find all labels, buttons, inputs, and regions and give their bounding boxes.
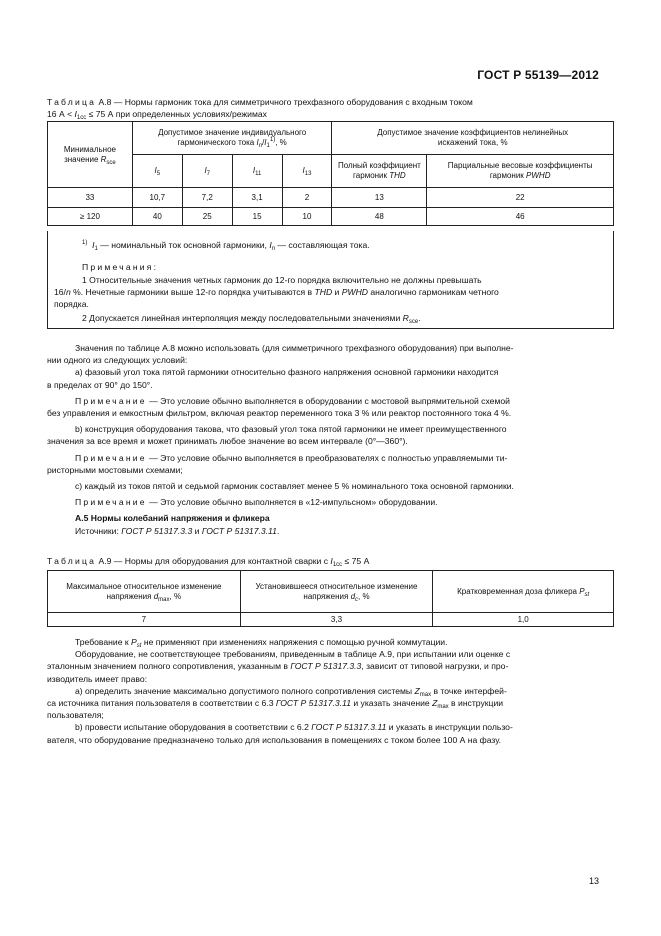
- table-a9-caption: Таблица А.9 — Нормы для оборудования для контактной сварки с $I_{1сс} \le 75$ А: [47, 556, 370, 568]
- after-text: Требование к $P_{st}$ не применяют при изменениях напряжения с помощью ручной коммутации. Оборудование, не соответствующее требованиям, приведенным в таблице А.9, при испытании или оценке с эталонным значением полного сопротивления, указанным в ГОСТ Р 51317.3.3, зависит от типовой нагрузки, и про- изводитель имеет право: а) определить значение максимально допустимого полного сопротивления системы $Z_{max}$ в точке интерфей- са источника питания пользователя в соответствии с 6.3 ГОСТ Р 51317.3.11 и указать значение $Z_{max}$ в инструкции пользователя; b) провести испытание оборудования в соответствии с 6.2 ГОСТ Р 51317.3.11 и указать в инструкции пользо- вателя, что оборудование предназначено только для использования в помещениях с током более 100 А на фазу.: [47, 637, 513, 745]
- header-i13: $I_{13}$: [282, 155, 332, 188]
- table-a8: [47, 121, 614, 226]
- header-dmax: Максимальное относительное изменение напряжения $d_{max}$, %: [48, 571, 241, 613]
- header-min-rsce: Минимальное значение $R_{sce}$: [48, 122, 133, 188]
- table-cell: 48: [332, 208, 427, 226]
- table-a8-caption: Таблица А.8 — Нормы гармоник тока для симметричного трехфазного оборудования с входным током 16 $А < I_{1сс} \le 75$ А при определенных условиях/режимах: [47, 97, 473, 122]
- note-1: 1 Относительные значения четных гармоник до 12-го порядка включительно не должны превышать 16/n %. Нечетные гармоники выше 12-го порядка учитываются в THD и PWHD аналогично гармоникам четного порядка.: [54, 275, 499, 310]
- document-header: ГОСТ Р 55139—2012: [477, 68, 599, 82]
- header-individual: Допустимое значение индивидуального гармонического тока $I_n/I_1^{1)}$, %: [132, 122, 332, 155]
- table-row: ≥ 120: [48, 208, 133, 226]
- header-thd: Полный коэффициент гармоник THD: [332, 155, 427, 188]
- table-cell: 15: [232, 208, 282, 226]
- notes-title: Примечания:: [82, 262, 159, 272]
- table-a8-notes: [47, 231, 614, 329]
- header-i7: $I_7$: [182, 155, 232, 188]
- table-a9: [47, 570, 614, 627]
- header-pst: Кратковременная доза фликера $P_{st}$: [433, 571, 614, 613]
- table-cell: 2: [282, 188, 332, 208]
- table-cell: 13: [332, 188, 427, 208]
- table-cell: 25: [182, 208, 232, 226]
- page-number: 13: [588, 876, 599, 886]
- table-cell: 22: [427, 188, 614, 208]
- header-pwhd: Парциальные весовые коэффициенты гармоник PWHD: [427, 155, 614, 188]
- table-cell: 46: [427, 208, 614, 226]
- header-i5: $I_5$: [132, 155, 182, 188]
- sources: Источники: ГОСТ Р 51317.3.3 и ГОСТ Р 51317.3.11.: [75, 525, 280, 536]
- table-cell: 3,1: [232, 188, 282, 208]
- header-thd-group: Допустимое значение коэффициентов нелинейных искажений тока, %: [332, 122, 614, 155]
- table-cell: 1,0: [433, 613, 614, 627]
- footnote: $^{1)}$ $I_1$ — номинальный ток основной гармоники, $I_n$ — составляющая тока.: [82, 240, 370, 252]
- table-cell: 3,3: [240, 613, 433, 627]
- section-heading: А.5 Нормы колебаний напряжения и фликера: [75, 513, 270, 524]
- table-row: 33: [48, 188, 133, 208]
- table-cell: 10: [282, 208, 332, 226]
- table-cell: 7,2: [182, 188, 232, 208]
- note-2: 2 Допускается линейная интерполяция между последовательными значениями $R_{sce}$.: [82, 313, 421, 325]
- header-dc: Установившееся относительное изменение напряжения $d_c$, %: [240, 571, 433, 613]
- table-cell: 7: [48, 613, 241, 627]
- table-cell: 10,7: [132, 188, 182, 208]
- table-cell: 40: [132, 208, 182, 226]
- body-text: Значения по таблице А.8 можно использовать (для симметричного трехфазного оборудования) при выполне- нии одного из следующих условий: а) фазовый угол тока пятой гармоники относительно фазного напряжения основной гармоники находится в пределах от 90° до 150°. Примечание — Это условие обычно выполняется в оборудовании с мостовой выпрямительной схемой без управления и емкостным фильтром, включая реактор переменного тока 3 % или реактор постоянного тока 4 %. b) конструкция оборудования такова, что фазовый угол тока пятой гармоники не имеет преимущественного значения за все время и может принимать любое значение во всем интервале (0°—360°). Примечание — Это условие обычно выполняется в преобразователях с полностью управляемыми ти- ристорными мостовыми схемами; с) каждый из токов пятой и седьмой гармоник составляет менее 5 % номинального тока основной гармоники. Примечание — Это условие обычно выполняется в «12-импульсном» оборудовании. А.5 Нормы колебаний напряжения и фликера Источники: ГОСТ Р 51317.3.3 и ГОСТ Р 51317.3.11.: [47, 342, 617, 537]
- header-i11: $I_{11}$: [232, 155, 282, 188]
